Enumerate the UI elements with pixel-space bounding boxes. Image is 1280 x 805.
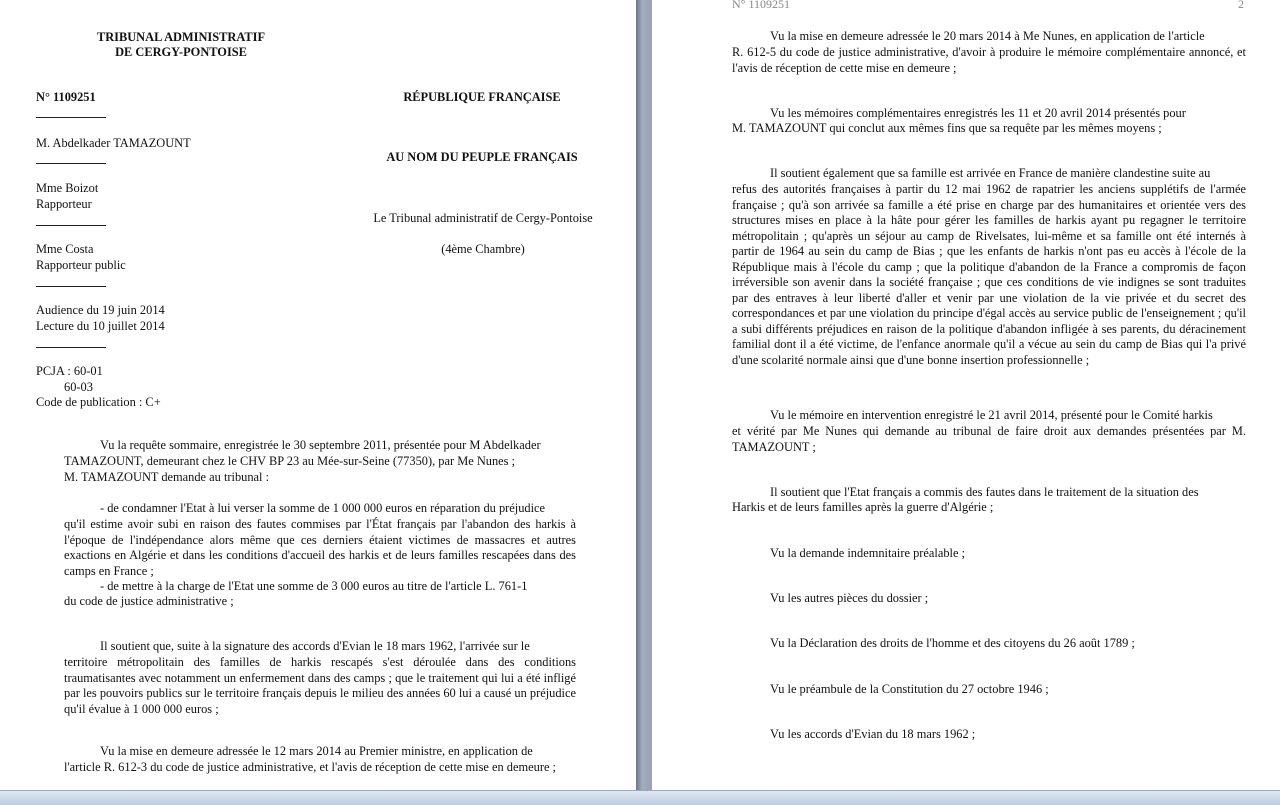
vu-line: Vu la demande indemnitaire préalable ; xyxy=(770,546,966,560)
running-header: N° 1109251 xyxy=(732,0,791,11)
pcja-code-2: 60-03 xyxy=(64,380,93,394)
para-line: M. TAMAZOUNT demande au tribunal : xyxy=(64,470,270,484)
paragraph-intervention: et vérité par Me Nunes qui demande au tribunal de faire droit aux demandes présentées par M. TAMAZOUNT ; xyxy=(732,424,1246,454)
para-line: Vu la mise en demeure adressée le 12 mars 2014 au Premier ministre, en application de xyxy=(100,744,533,758)
para-line: Il soutient que, suite à la signature des accords d'Evian le 18 mars 1962, l'arrivée sur le xyxy=(100,639,530,653)
para-line: Vu le mémoire en intervention enregistré le 21 avril 2014, présenté pour le Comité harkis xyxy=(770,408,1213,422)
paragraph-requete xyxy=(64,438,576,454)
para-line: M. TAMAZOUNT qui conclut aux mêmes fins que sa requête par les mêmes moyens ; xyxy=(732,121,1162,135)
divider xyxy=(36,163,106,164)
audience-date: Audience du 19 juin 2014 xyxy=(36,303,165,317)
document-page-1 xyxy=(0,0,636,790)
divider xyxy=(36,117,106,118)
tribunal-heading xyxy=(90,30,272,60)
court-name: Le Tribunal administratif de Cergy-Pontoise xyxy=(373,211,593,225)
window-bottom-bar xyxy=(0,790,1280,805)
para-line: Vu les mémoires complémentaires enregistrés les 11 et 20 avril 2014 présentés pour xyxy=(770,106,1186,120)
public-rapporteur-role: Rapporteur public xyxy=(36,258,126,272)
page-number: 2 xyxy=(1238,0,1244,11)
pcja-code-1: PCJA : 60-01 xyxy=(36,364,103,378)
au-nom-heading: AU NOM DU PEUPLE FRANÇAIS xyxy=(386,150,578,164)
lecture-date: Lecture du 10 juillet 2014 xyxy=(36,319,165,333)
para-line: - de mettre à la charge de l'Etat une somme de 3 000 euros au titre de l'article L. 761-1 xyxy=(100,579,528,593)
para-line: - de condamner l'Etat à lui verser la somme de 1 000 000 euros en réparation du préjudice xyxy=(100,501,546,515)
paragraph-mise-en-demeure: l'article R. 612-3 du code de justice administrative, et l'avis de réception de cette mise en demeure ; xyxy=(64,760,556,774)
paragraph-condamner: qu'il estime avoir subi en raison des fautes commises par l'État français par l'abandon des harkis à l'époque de l'indépendance alors même que ces derniers étaient victimes de massacres et autres exactions en Algérie et dans les conditions d'accueil des harkis et de leurs familles rescapées dans des camps en France ; xyxy=(64,517,576,578)
chambre: (4ème Chambre) xyxy=(441,242,525,256)
para-line: Harkis et de leurs familles après la guerre d'Algérie ; xyxy=(732,500,994,514)
para-line: Il soutient également que sa famille est arrivée en France de manière clandestine suite au xyxy=(770,166,1211,180)
vu-line: Vu le préambule de la Constitution du 27 octobre 1946 ; xyxy=(770,682,1049,696)
vu-line: Vu les accords d'Evian du 18 mars 1962 ; xyxy=(770,727,976,741)
tribunal-line-1: TRIBUNAL ADMINISTRATIF xyxy=(96,30,266,44)
rapporteur-role: Rapporteur xyxy=(36,197,92,211)
divider xyxy=(36,225,106,226)
para-line: Vu la mise en demeure adressée le 20 mars 2014 à Me Nunes, en application de l'article xyxy=(770,29,1205,43)
publication-code: Code de publication : C+ xyxy=(36,395,161,409)
divider xyxy=(36,347,106,348)
para-line: TAMAZOUNT, demeurant chez le CHV BP 23 au Mée-sur-Seine (77350), par Me Nunes ; xyxy=(64,454,516,468)
public-rapporteur-name: Mme Costa xyxy=(36,242,94,256)
rapporteur-name: Mme Boizot xyxy=(36,181,99,195)
paragraph-mise-en-demeure-2: R. 612-5 du code de justice administrative, d'avoir à produire le mémoire complémentaire annoncé, et l'avis de réception de cette mise en demeure ; xyxy=(732,45,1246,75)
para-line: Il soutient que l'Etat français a commis des fautes dans le traitement de la situation des xyxy=(770,485,1199,499)
party-name: M. Abdelkader TAMAZOUNT xyxy=(36,136,191,150)
para-line: du code de justice administrative ; xyxy=(64,594,234,608)
case-number: N° 1109251 xyxy=(36,90,96,104)
page-gutter xyxy=(636,0,652,790)
paragraph-soutient-egalement: refus des autorités françaises à partir du 12 mai 1962 de rapatrier les anciens supplétifs de l'armée française ; qu'à son arrivée sa famille a été prise en charge par des humanitaires et orientée vers des structures mises en place à la hâte pour gérer les familles de harkis ayant pu regagner le territoire métropolitain ; qu'après un séjour au camp de Rivelsates, lui-même et sa famille ont été internés à partir de 1964 au sein du camp de Bias ; que les enfants de harkis n'ont pas eu accès à l'école de la République mais à l'école du camp ; que la politique d'abandon de la France a compromis de façon irréversible son avenir dans la société française ; que ces conditions de vie indignes se sont traduites par des entraves à leur liberté d'aller et venir par une violation de la vie privée et du secret des correspondances et par une violation du principe d'égal accès au service public de l'enseignement ; qu'il a subi différents préjudices en raison de la politique d'abandon infligée à ses parents, du déracinement familial dont il a été victime, de l'enfance anormale qu'il a vécue au sein du camp de Bias qui l'a privé d'une scolarité normale ainsi que d'une bonne insertion professionnelle ; xyxy=(732,182,1246,367)
vu-line: Vu la Déclaration des droits de l'homme et des citoyens du 26 août 1789 ; xyxy=(770,636,1135,650)
tribunal-line-2: DE CERGY-PONTOISE xyxy=(115,45,247,59)
paragraph-soutient: territoire métropolitain des familles de harkis rescapés s'est déroulée dans des conditions traumatisantes avec notamment un enfermement dans des camps ; que le traitement qui lui a été infligé par les pouvoirs publics sur le territoire français depuis le milieu des années 60 lui a causé un préjudice qu'il évalue à 1 000 000 euros ; xyxy=(64,655,576,716)
divider xyxy=(36,286,106,287)
document-page-2 xyxy=(652,0,1280,790)
para-line: Vu la requête sommaire, enregistrée le 30 septembre 2011, présentée pour M Abdelkader xyxy=(100,438,541,452)
vu-line: Vu les autres pièces du dossier ; xyxy=(770,591,929,605)
republique-heading: RÉPUBLIQUE FRANÇAISE xyxy=(403,90,561,104)
